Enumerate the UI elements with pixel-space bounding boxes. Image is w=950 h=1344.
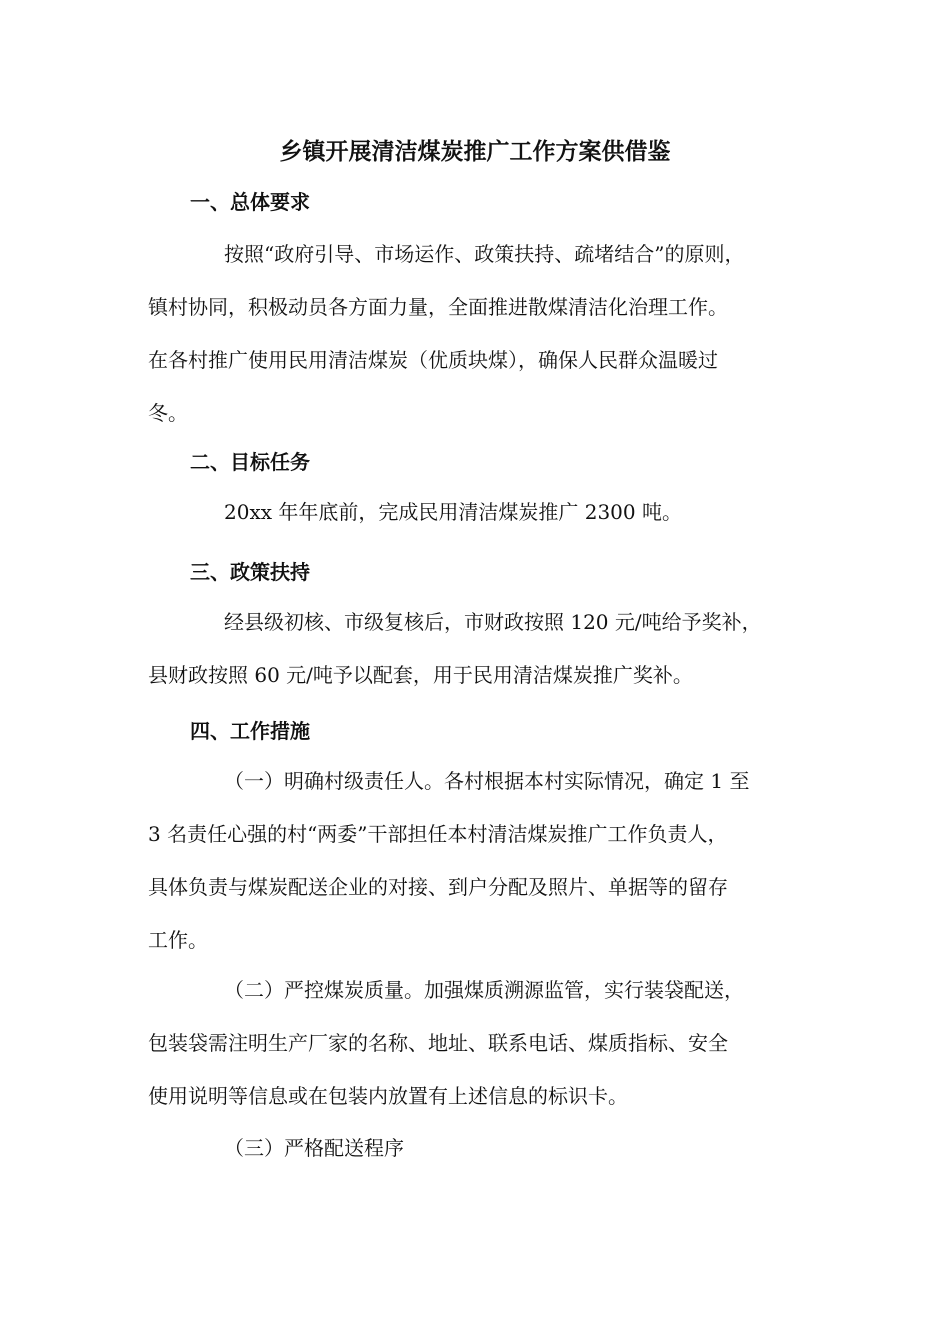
paragraph-line: 镇村协同，积极动员各方面力量，全面推进散煤清洁化治理工作。 (148, 295, 728, 319)
paragraph-line: 具体负责与煤炭配送企业的对接、到户分配及照片、单据等的留存 (148, 875, 728, 899)
paragraph-line: 经县级初核、市级复核后，市财政按照 120 元/吨给予奖补， (224, 610, 762, 634)
section-4-paragraph-2 (148, 964, 828, 1123)
section-heading-4: 四、工作措施 (190, 719, 310, 743)
paragraph-line: 20xx 年年底前，完成民用清洁煤炭推广 2300 吨。 (224, 500, 682, 524)
section-1-paragraph-1 (148, 228, 828, 440)
paragraph-line: （一）明确村级责任人。各村根据本村实际情况，确定 1 至 (224, 769, 750, 793)
paragraph-line: （三）严格配送程序 (224, 1136, 404, 1160)
paragraph-line: （二）严控煤炭质量。加强煤质溯源监管，实行装袋配送， (224, 978, 744, 1002)
paragraph-line: 在各村推广使用民用清洁煤炭（优质块煤），确保人民群众温暖过 (148, 348, 718, 372)
section-4-paragraph-1 (148, 755, 828, 967)
paragraph-line: 包装袋需注明生产厂家的名称、地址、联系电话、煤质指标、安全 (148, 1031, 728, 1055)
paragraph-line: 冬。 (148, 401, 188, 425)
paragraph-line: 使用说明等信息或在包装内放置有上述信息的标识卡。 (148, 1084, 628, 1108)
section-3-paragraph-1 (148, 596, 828, 702)
paragraph-line: 工作。 (148, 928, 208, 952)
paragraph-line: 县财政按照 60 元/吨予以配套，用于民用清洁煤炭推广奖补。 (148, 663, 693, 687)
document-title: 乡镇开展清洁煤炭推广工作方案供借鉴 (279, 139, 671, 165)
section-heading-2: 二、目标任务 (190, 450, 310, 474)
section-heading-3: 三、政策扶持 (190, 560, 310, 584)
paragraph-line: 3 名责任心强的村“两委”干部担任本村清洁煤炭推广工作负责人， (148, 822, 728, 846)
section-heading-1: 一、总体要求 (190, 190, 310, 214)
section-4-paragraph-3 (148, 1122, 828, 1175)
section-2-paragraph-1 (148, 486, 828, 539)
paragraph-line: 按照“政府引导、市场运作、政策扶持、疏堵结合”的原则， (224, 242, 745, 266)
